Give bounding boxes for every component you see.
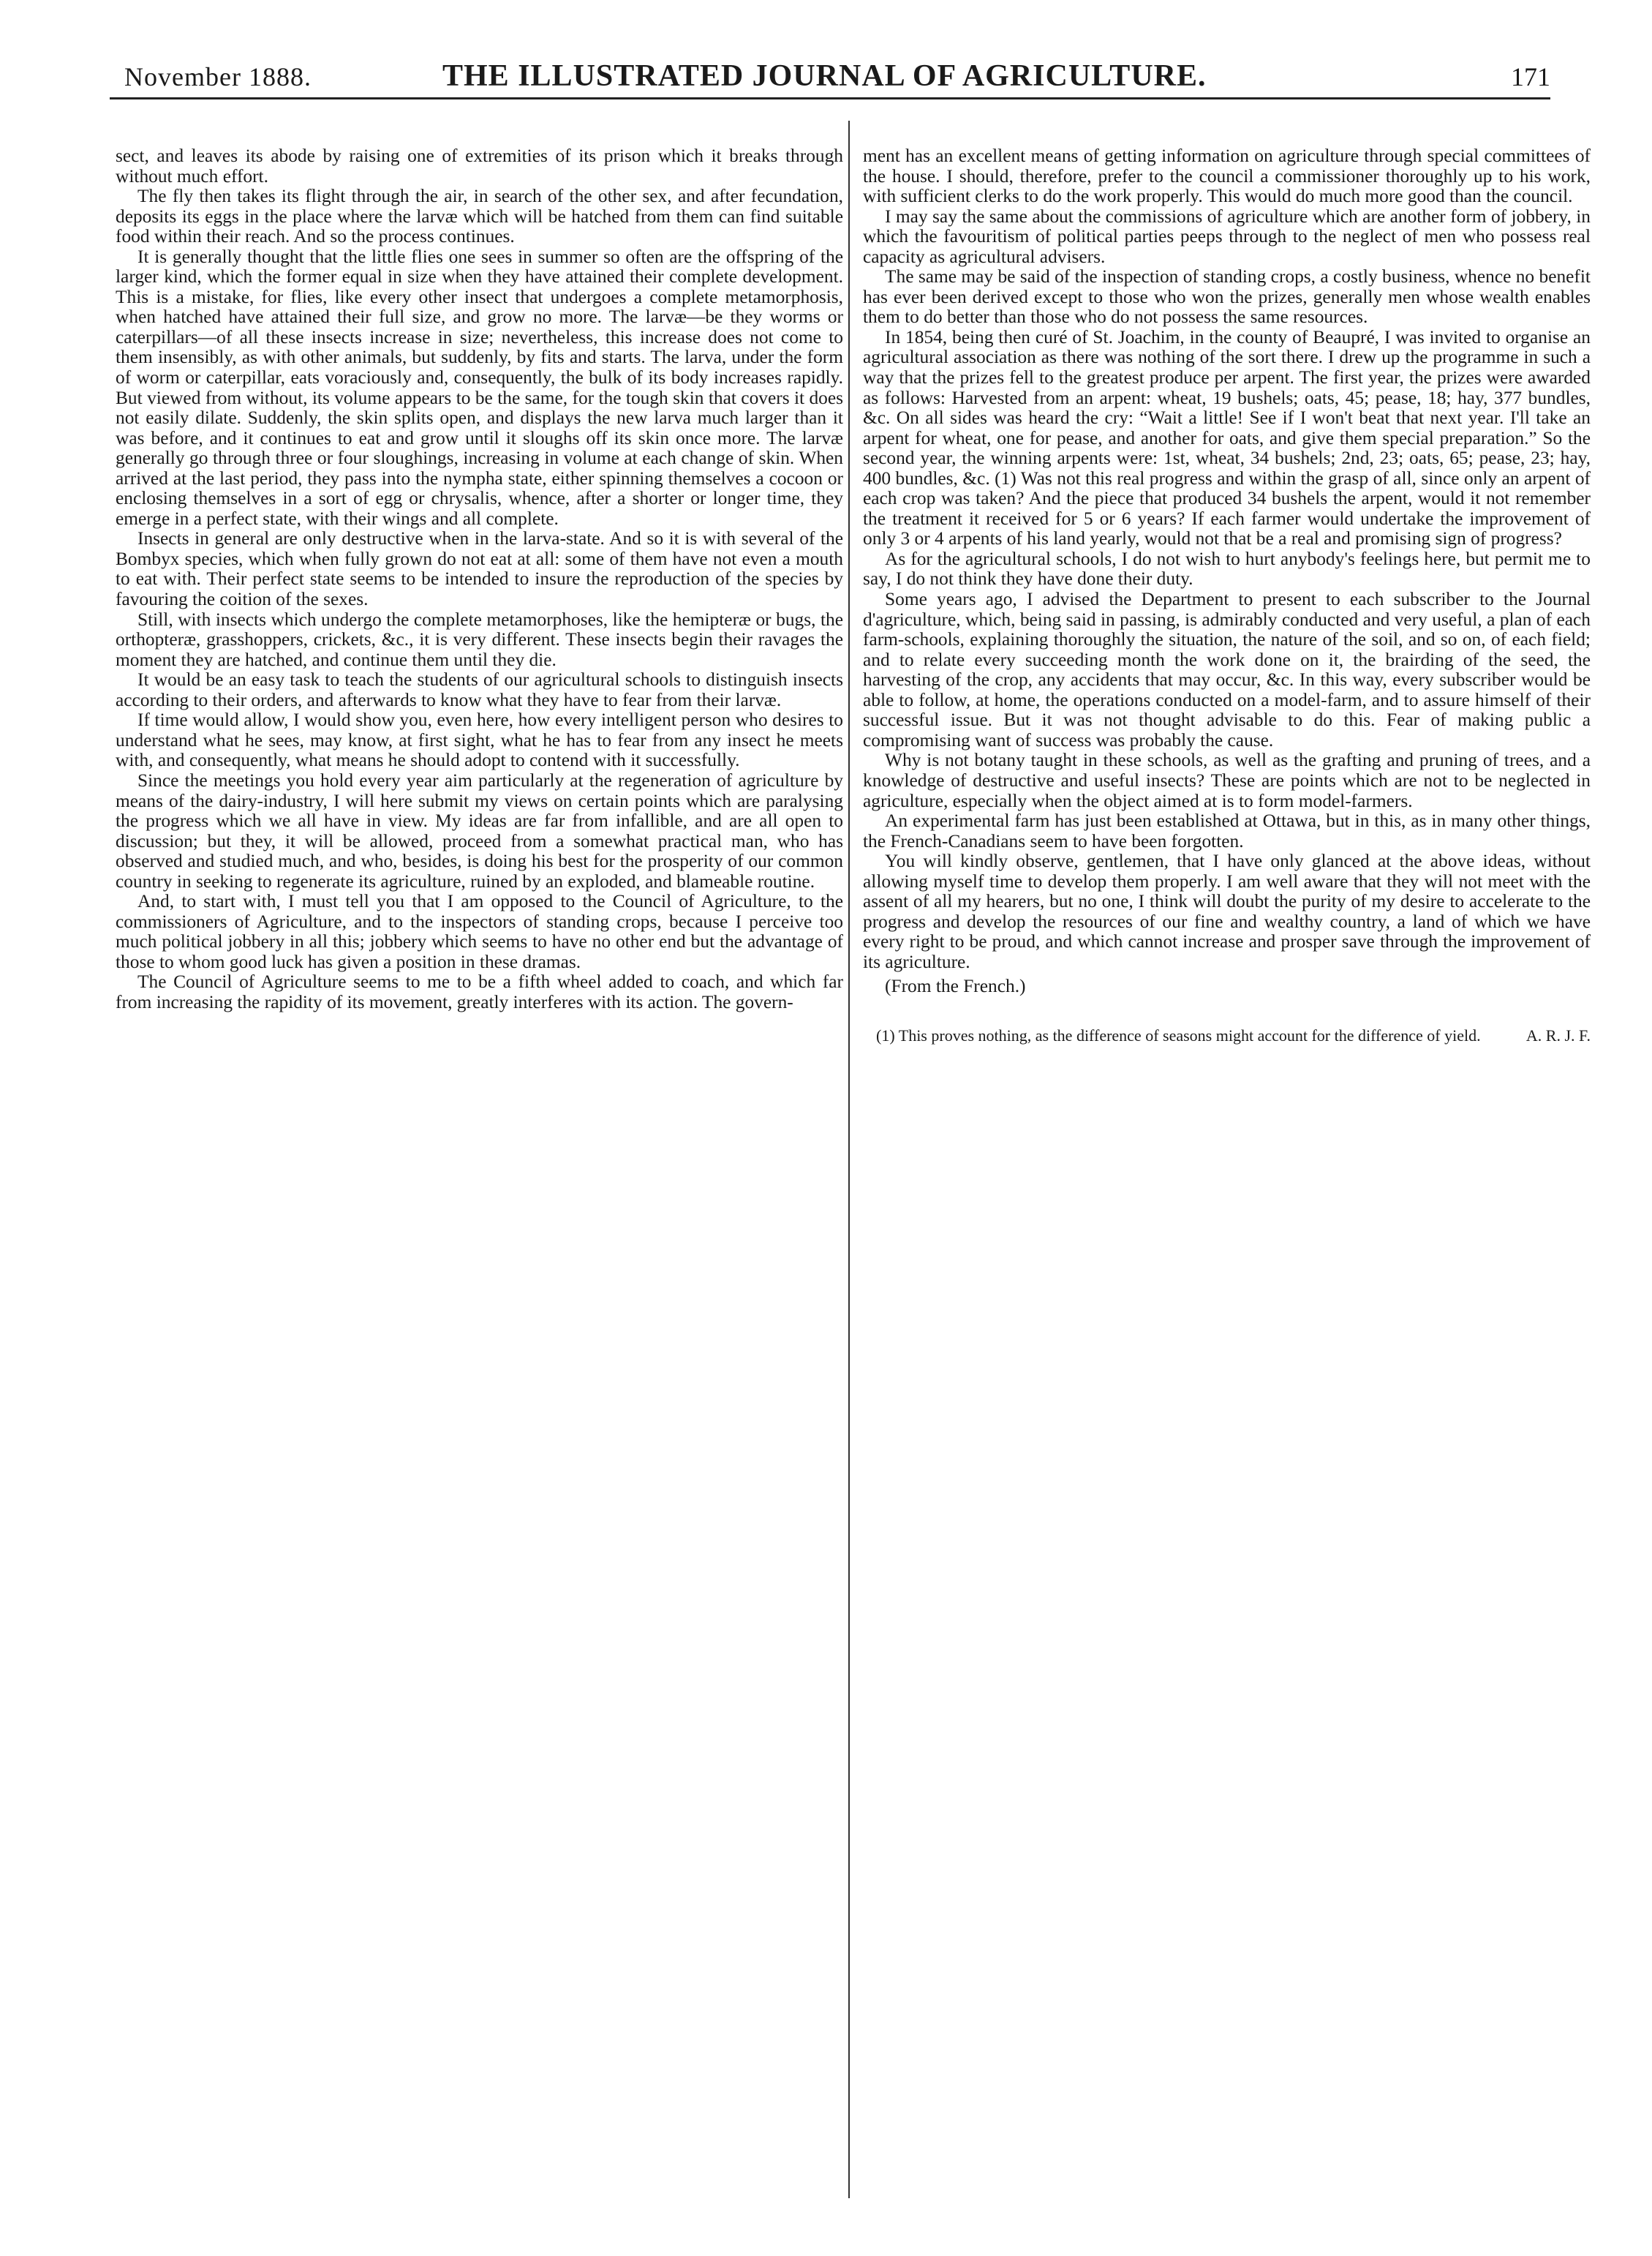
paragraph: If time would allow, I would show you, even here, how every intelligent person who desires to understand what he sees, may know, at first sight, what he has to fear from any insect he meets with, and consequently, what means he should adopt to contend with it successfully. bbox=[116, 710, 843, 771]
paragraph: I may say the same about the commissions of agriculture which are another form of jobbery, in which the favouritism of political parties peeps through to the neglect of men who possess real capacity as agricultural advisers. bbox=[863, 206, 1591, 267]
paragraph: Why is not botany taught in these schools, as well as the grafting and pruning of trees, and a knowledge of destructive and useful insects? These are points which are not to be neglected in agriculture, especially when the object aimed at is to form model-farmers. bbox=[863, 750, 1591, 811]
paragraph: And, to start with, I must tell you that I am opposed to the Council of Agriculture, to the commissioners of Agriculture, and to the inspectors of standing crops, because I perceive too much political jobbery in all this; jobbery which seems to have no other end but the advantage of those to whom good luck has given a position in these dramas. bbox=[116, 891, 843, 972]
paragraph: ment has an excellent means of getting information on agriculture through special committees of the house. I should, therefore, prefer to the council a commissioner thoroughly up to his work, with sufficient clerks to do the work properly. This would do much more good than the council. bbox=[863, 146, 1591, 207]
paragraph: The fly then takes its flight through the air, in search of the other sex, and after fecundation, deposits its eggs in the place where the larvæ which will be hatched from them can find suitable food within their reach. And so the process continues. bbox=[116, 186, 843, 247]
page-number: 171 bbox=[1511, 62, 1550, 91]
paragraph: An experimental farm has just been established at Ottawa, but in this, as in many other things, the French-Canadians seem to have been forgotten. bbox=[863, 811, 1591, 851]
attribution: (From the French.) bbox=[885, 976, 1026, 997]
paragraph: sect, and leaves its abode by raising one of extremities of its prison which it breaks through without much effort. bbox=[116, 146, 843, 187]
column-divider bbox=[848, 121, 850, 2198]
header-rule bbox=[110, 97, 1550, 99]
paragraph: Some years ago, I advised the Department to present to each subscriber to the Journal d'agriculture, which, being said in passing, is admirably conducted and very useful, a plan of each farm-schools, explaining thoroughly the situation, the nature of the soil, and so on, of each field; and to relate every succeeding month the work done on it, the brairding of the seed, the harvesting of the crop, any accidents that may occur, &c. In this way, every subscriber would be able to follow, at home, the operations conducted on a model-farm, and to assure himself of their successful issue. But it was not thought advisable to do this. Fear of making public a compromising want of success was probably the cause. bbox=[863, 589, 1591, 751]
page-header bbox=[110, 53, 1550, 104]
paragraph: In 1854, being then curé of St. Joachim, in the county of Beaupré, I was invited to organise an agricultural association as there was nothing of the sort there. I drew up the programme in such a way that the prizes fell to the greatest produce per arpent. The first year, the prizes were awarded as follows: Harvested from an arpent: wheat, 19 bushels; oats, 45; pease, 18; hay, 377 bundles, &c. On all sides was heard the cry: “Wait a little! See if I won't beat that next year. I'll take an arpent for wheat, one for pease, and another for oats, and give them special preparation.” So the second year, the winning arpents were: 1st, wheat, 34 bushels; 2nd, 23; oats, 65; pease, 23; hay, 400 bundles, &c. (1) Was not this real progress and within the grasp of all, since only an arpent of each crop was taken? And the piece that produced 34 bushels the arpent, would it not remember the treatment it received for 5 or 6 years? If each farmer would undertake the improvement of only 3 or 4 arpents of his land yearly, would not that be a real and promising sign of progress? bbox=[863, 326, 1591, 549]
paragraph: It would be an easy task to teach the students of our agricultural schools to distinguish insects according to their orders, and afterwards to know what they have to fear from their larvæ. bbox=[116, 669, 843, 710]
journal-title: THE ILLUSTRATED JOURNAL OF AGRICULTURE. bbox=[442, 59, 1207, 93]
issue-date: November 1888. bbox=[124, 62, 312, 91]
footnote bbox=[863, 1026, 1591, 1045]
footnote-text: (1) This proves nothing, as the difference of seasons might account for the difference of yield. bbox=[876, 1026, 1481, 1045]
paragraph: The same may be said of the inspection of standing crops, a costly business, whence no benefit has ever been derived except to those who won the prizes, generally men whose wealth enables them to do better than those who do not possess the same resources. bbox=[863, 266, 1591, 328]
paragraph: Since the meetings you hold every year aim particularly at the regeneration of agriculture by means of the dairy-industry, I will here submit my views on certain points which are paralysing the progress which we all have in view. My ideas are far from infallible, and are all open to discussion; but they, it will be allowed, proceed from a somewhat practical man, who has observed and studied much, and who, besides, is doing his best for the prosperity of our common country in seeking to regenerate its agriculture, ruined by an exploded, and blameable routine. bbox=[116, 770, 843, 892]
paragraph: Insects in general are only destructive when in the larva-state. And so it is with several of the Bombyx species, which when fully grown do not eat at all: some of them have not even a mouth to eat with. Their perfect state seems to be intended to insure the reproduction of the species by favouring the coition of the sexes. bbox=[116, 528, 843, 610]
left-column bbox=[116, 146, 843, 1013]
paragraph: Still, with insects which undergo the complete metamorphoses, like the hemipteræ or bugs, the orthopteræ, grasshoppers, crickets, &c., it is very different. These insects begin their ravages the moment they are hatched, and continue them until they die. bbox=[116, 609, 843, 670]
right-column bbox=[863, 146, 1591, 1045]
paragraph: It is generally thought that the little flies one sees in summer so often are the offspring of the larger kind, which the former equal in size when they have attained their complete development. This is a mistake, for flies, like every other insect that undergoes a complete metamorphosis, when hatched have attained their full size, and grow no more. The larvæ—be they worms or caterpillars—of all these insects increase in size; nevertheless, this increase does not come to them insensibly, as with other animals, but suddenly, by fits and starts. The larva, under the form of worm or caterpillar, eats voraciously and, consequently, the bulk of its body increases rapidly. But viewed from without, its volume appears to be the same, for the tough skin that covers it does not easily dilate. Suddenly, the skin splits open, and displays the new larva much larger than it was before, and it continues to eat and grow until it sloughs off its skin once more. The larvæ generally go through three or four sloughings, increasing in volume at each change of skin. When arrived at the last period, they pass into the nympha state, either spinning themselves a cocoon or enclosing themselves in a sort of egg or chrysalis, whence, after a shorter or longer time, they emerge in a perfect state, with their wings and all complete. bbox=[116, 246, 843, 529]
paragraph: As for the agricultural schools, I do not wish to hurt anybody's feelings here, but permit me to say, I do not think they have done their duty. bbox=[863, 548, 1591, 590]
footnote-signature: A. R. J. F. bbox=[1525, 1026, 1591, 1045]
paragraph: The Council of Agriculture seems to me to be a fifth wheel added to coach, and which far from increasing the rapidity of its movement, greatly interferes with its action. The govern- bbox=[116, 971, 843, 1012]
paragraph: You will kindly observe, gentlemen, that I have only glanced at the above ideas, without allowing myself time to develop them properly. I am well aware that they will not meet with the assent of all my hearers, but no one, I think will doubt the purity of my desire to accelerate to the progress and develop the resources of our fine and wealthy country, a land of which we have every right to be proud, and which cannot increase and prosper save through the improvement of its agriculture. bbox=[863, 851, 1591, 972]
